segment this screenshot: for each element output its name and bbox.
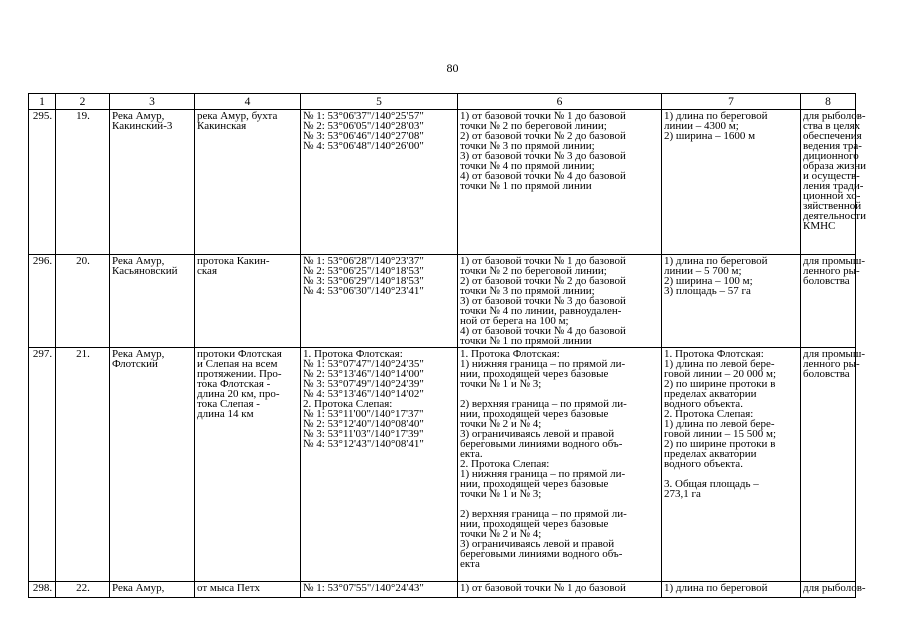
row-number-cell: 297. <box>29 348 56 582</box>
text-line: ления тради- <box>803 180 864 192</box>
text-line: Какинский-3 <box>112 120 173 132</box>
text-line: точки № 3 по прямой линии; <box>460 285 595 297</box>
table-row <box>29 348 856 582</box>
text-line: 2. Протока Слепая: <box>664 408 754 420</box>
text-line: 2) по ширине протоки в <box>664 378 776 390</box>
text-line: № 4: 53°06'48"/140°26'00" <box>303 140 424 152</box>
area-name-cell <box>110 110 195 255</box>
text-line: линии – 4300 м; <box>664 120 739 132</box>
text-line: Река Амур, <box>112 255 165 267</box>
text-line: нии, проходящей через базовые <box>460 478 609 490</box>
area-name-cell <box>110 582 195 598</box>
text-line: точки № 2 и № 4; <box>460 418 542 430</box>
text-line: протоки Флотская <box>197 348 282 360</box>
text-line: ционной хо- <box>803 190 861 202</box>
area-number-cell: 20. <box>56 255 110 348</box>
text-line: водного объекта. <box>664 398 743 410</box>
text-line: ведения тра- <box>803 140 862 152</box>
location-cell <box>195 255 301 348</box>
text-line: нии, проходящей через базовые <box>460 518 609 530</box>
text-line: 1. Протока Флотская: <box>460 348 560 360</box>
text-line: 1) длина по береговой <box>664 110 768 122</box>
text-line: 2) от базовой точки № 2 до базовой <box>460 275 626 287</box>
text-line: линии – 5 700 м; <box>664 265 742 277</box>
text-line: длина 20 км, про- <box>197 388 280 400</box>
text-line: 1) длина по левой бере- <box>664 358 775 370</box>
text-line: точки № 1 по прямой линии <box>460 180 592 192</box>
location-cell <box>195 110 301 255</box>
text-line: точки № 2 и № 4; <box>460 528 542 540</box>
text-line: точки № 4 по линии, равноудален- <box>460 305 622 317</box>
row-number-cell: 295. <box>29 110 56 255</box>
text-line: 1) от базовой точки № 1 до базовой <box>460 582 626 594</box>
text-line: и Слепая на всем <box>197 358 278 370</box>
text-line: протока Какин- <box>197 255 270 267</box>
table-row <box>29 110 856 255</box>
text-line: Река Амур, <box>112 348 165 360</box>
text-line: точки № 1 и № 3; <box>460 488 542 500</box>
text-line: река Амур, бухта <box>197 110 278 122</box>
text-line: обеспечения <box>803 130 862 142</box>
text-line: точки № 3 по прямой линии; <box>460 140 595 152</box>
text-line: № 3: 53°06'46"/140°27'08" <box>303 130 424 142</box>
page-number: 80 <box>446 61 459 75</box>
boundaries-cell <box>458 348 662 582</box>
text-line: длина 14 км <box>197 408 254 420</box>
table-row <box>29 255 856 348</box>
coordinates-cell <box>301 255 458 348</box>
purpose-cell <box>801 582 866 598</box>
coordinates-cell <box>301 582 458 598</box>
text-line: 273,1 га <box>664 488 701 500</box>
text-line: екта. <box>460 448 483 460</box>
text-line: 3) ограничиваясь левой и правой <box>460 538 615 550</box>
text-line: № 1: 53°07'47"/140°24'35" <box>303 358 424 370</box>
text-line: 2. Протока Слепая: <box>303 398 393 410</box>
column-header-5: 5 <box>301 94 458 110</box>
row-number-cell: 298. <box>29 582 56 598</box>
column-header-2: 2 <box>56 94 110 110</box>
column-header-6: 6 <box>458 94 662 110</box>
text-line: 1) длина по береговой <box>664 582 768 594</box>
text-line: № 2: 53°12'40"/140°08'40" <box>303 418 424 430</box>
text-line: береговыми линиями водного объ- <box>460 438 623 450</box>
purpose-cell <box>801 348 866 582</box>
text-line: 1) от базовой точки № 1 до базовой <box>460 110 626 122</box>
fishing-areas-table <box>28 93 867 598</box>
text-line: водного объекта. <box>664 458 743 470</box>
text-line: № 1: 53°06'37"/140°25'57" <box>303 110 424 122</box>
text-line: 2) ширина – 100 м; <box>664 275 753 287</box>
coordinates-cell <box>301 348 458 582</box>
purpose-cell <box>801 110 867 255</box>
text-line: образа жизни <box>803 160 867 172</box>
text-line: № 1: 53°11'00"/140°17'37" <box>303 408 424 420</box>
text-line: пределах акватории <box>664 388 757 400</box>
text-line: протяжении. Про- <box>197 368 282 380</box>
boundaries-cell <box>458 582 662 598</box>
text-line: 2) по ширине протоки в <box>664 438 776 450</box>
text-line: точки № 1 по прямой линии <box>460 335 592 347</box>
text-line: боловства <box>803 275 850 287</box>
text-line: точки № 1 и № 3; <box>460 378 542 390</box>
text-line: 2) ширина – 1600 м <box>664 130 756 142</box>
text-line: № 3: 53°07'49"/140°24'39" <box>303 378 424 390</box>
text-line: от мыса Петх <box>197 582 261 594</box>
text-line: 2. Протока Слепая: <box>460 458 550 470</box>
text-line: для рыболов- <box>803 110 866 122</box>
text-line: береговыми линиями водного объ- <box>460 548 623 560</box>
area-name-cell <box>110 255 195 348</box>
text-line: № 2: 53°06'25"/140°18'53" <box>303 265 424 277</box>
text-line: № 2: 53°06'05"/140°28'03" <box>303 120 424 132</box>
text-line: № 1: 53°06'28"/140°23'37" <box>303 255 424 267</box>
text-line: № 3: 53°06'29"/140°18'53" <box>303 275 424 287</box>
text-line: 3. Общая площадь – <box>664 478 759 490</box>
dimensions-cell <box>662 582 801 598</box>
column-header-8: 8 <box>801 94 856 110</box>
text-line: 2) верхняя граница – по прямой ли- <box>460 398 627 410</box>
text-line: диционного <box>803 150 859 162</box>
table-row <box>29 582 856 598</box>
text-line: зяйственной <box>803 200 862 212</box>
text-line: екта <box>460 558 480 570</box>
text-line: точки № 2 по береговой линии; <box>460 265 607 277</box>
text-line: пределах акватории <box>664 448 757 460</box>
text-line: для промыш- <box>803 348 866 360</box>
text-line: точки № 4 по прямой линии; <box>460 160 595 172</box>
area-number-cell: 21. <box>56 348 110 582</box>
boundaries-cell <box>458 255 662 348</box>
dimensions-cell <box>662 255 801 348</box>
text-line: 3) площадь – 57 га <box>664 285 751 297</box>
text-line: 4) от базовой точки № 4 до базовой <box>460 325 626 337</box>
text-line: тока Флотская - <box>197 378 271 390</box>
text-line: Река Амур, <box>112 110 165 122</box>
text-line: № 2: 53°13'46"/140°14'00" <box>303 368 424 380</box>
text-line: 3) от базовой точки № 3 до базовой <box>460 150 626 162</box>
text-line: 3) ограничиваясь левой и правой <box>460 428 615 440</box>
boundaries-cell <box>458 110 662 255</box>
area-number-cell: 19. <box>56 110 110 255</box>
text-line: 1) длина по левой бере- <box>664 418 775 430</box>
text-line: 2) верхняя граница – по прямой ли- <box>460 508 627 520</box>
text-line: для рыболов- <box>803 582 866 594</box>
text-line: ленного ры- <box>803 265 860 277</box>
text-line: КМНС <box>803 220 836 232</box>
area-number-cell: 22. <box>56 582 110 598</box>
text-line: № 3: 53°11'03"/140°17'39" <box>303 428 424 440</box>
text-line: № 4: 53°12'43"/140°08'41" <box>303 438 424 450</box>
header-row <box>29 94 856 110</box>
text-line: и осуществ- <box>803 170 860 182</box>
purpose-cell <box>801 255 866 348</box>
text-line: 1) нижняя граница – по прямой ли- <box>460 358 626 370</box>
text-line: точки № 2 по береговой линии; <box>460 120 607 132</box>
text-line: Река Амур, <box>112 582 165 594</box>
location-cell <box>195 582 301 598</box>
text-line: 1) от базовой точки № 1 до базовой <box>460 255 626 267</box>
row-number-cell: 296. <box>29 255 56 348</box>
text-line: Какинская <box>197 120 247 132</box>
text-line: деятельности <box>803 210 866 222</box>
column-header-7: 7 <box>662 94 801 110</box>
text-line: 1. Протока Флотская: <box>664 348 764 360</box>
text-line: нии, проходящей через базовые <box>460 408 609 420</box>
text-line: 1) длина по береговой <box>664 255 768 267</box>
text-line: боловства <box>803 368 850 380</box>
coordinates-cell <box>301 110 458 255</box>
text-line: 3) от базовой точки № 3 до базовой <box>460 295 626 307</box>
location-cell <box>195 348 301 582</box>
text-line: ной от берега на 100 м; <box>460 315 569 327</box>
text-line: говой линии – 15 500 м; <box>664 428 777 440</box>
text-line: 1. Протока Флотская: <box>303 348 403 360</box>
text-line: говой линии – 20 000 м; <box>664 368 777 380</box>
column-header-4: 4 <box>195 94 301 110</box>
area-name-cell <box>110 348 195 582</box>
text-line: Флотский <box>112 358 158 370</box>
text-line: нии, проходящей через базовые <box>460 368 609 380</box>
column-header-3: 3 <box>110 94 195 110</box>
dimensions-cell <box>662 348 801 582</box>
text-line: 2) от базовой точки № 2 до базовой <box>460 130 626 142</box>
column-header-1: 1 <box>29 94 56 110</box>
text-line: № 1: 53°07'55"/140°24'43" <box>303 582 424 594</box>
text-line: 4) от базовой точки № 4 до базовой <box>460 170 626 182</box>
text-line: ленного ры- <box>803 358 860 370</box>
text-line: 1) нижняя граница – по прямой ли- <box>460 468 626 480</box>
text-line: ская <box>197 265 218 277</box>
text-line: № 4: 53°13'46"/140°14'02" <box>303 388 424 400</box>
dimensions-cell <box>662 110 801 255</box>
text-line: Касьяновский <box>112 265 178 277</box>
text-line: для промыш- <box>803 255 866 267</box>
text-line: № 4: 53°06'30"/140°23'41" <box>303 285 424 297</box>
text-line: ства в целях <box>803 120 861 132</box>
text-line: тока Слепая - <box>197 398 260 410</box>
